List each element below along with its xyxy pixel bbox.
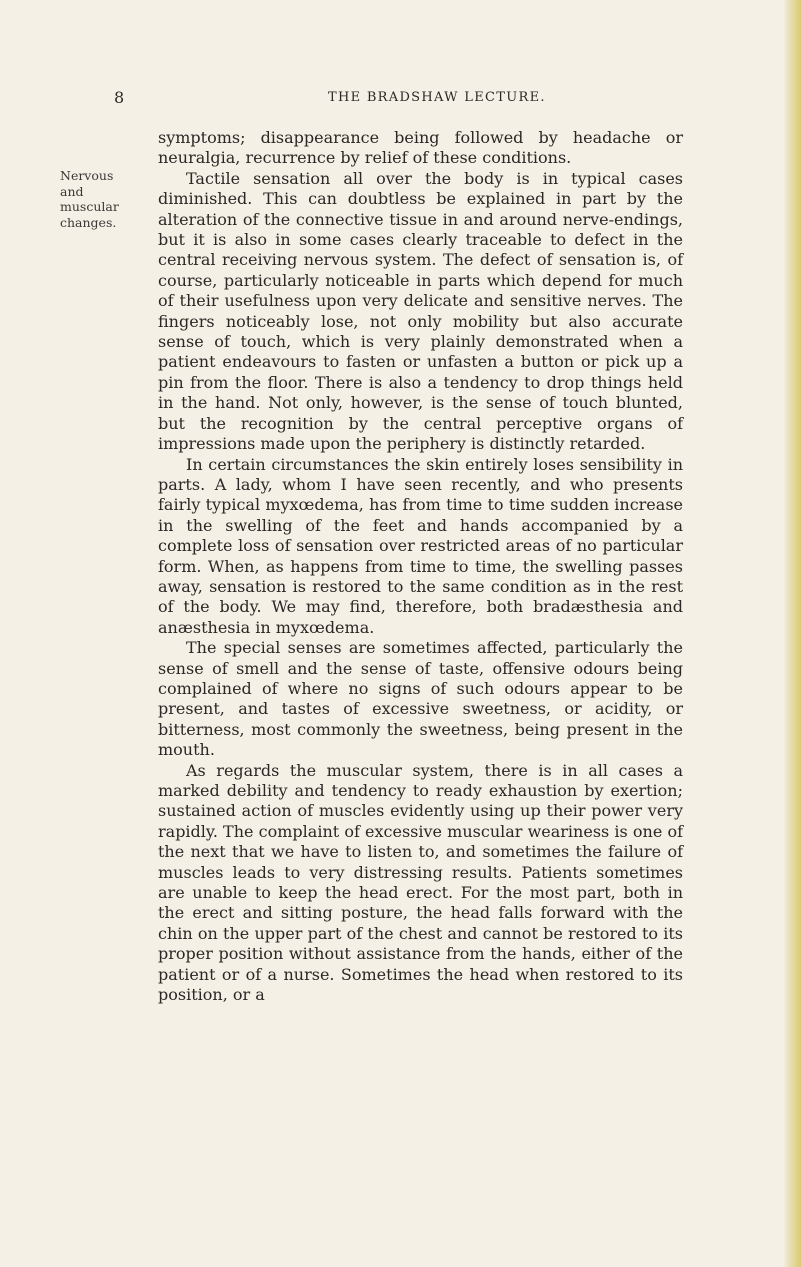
body-text: [158, 128, 683, 1005]
margin-note-line: muscular: [60, 199, 119, 214]
paragraph: The special senses are sometimes affected, particularly the sense of smell and the sense of taste, offensive odours being complained of where no signs of such odours appear to be present, and tastes of excessive sweetness, or acidity, or bitterness, most commonly the sweetness, being present in the mouth.: [158, 638, 683, 760]
paragraph: In certain circumstances the skin entirely loses sensibility in parts. A lady, whom I have seen recently, and who presents fairly typical myxœdema, has from time to time sudden increase in the swelling of the feet and hands accompanied by a complete loss of sensation over restricted areas of no particular form. When, as happens from time to time, the swelling passes away, sensation is restored to the same condition as in the rest of the body. We may find, therefore, both bradæsthesia and anæsthesia in myxœdema.: [158, 454, 683, 637]
paragraph: As regards the muscular system, there is in all cases a marked debility and tendency to ready exhaustion by exertion; sustained action of muscles evidently using up their power very rapidly. The complaint of excessive muscular weariness is one of the next that we have to listen to, and sometimes the failure of muscles leads to very distressing results. Patients sometimes are unable to keep the head erect. For the most part, both in the erect and sitting posture, the head falls forward with the chin on the upper part of the chest and cannot be restored to its proper position without assistance from the hands, either of the patient or of a nurse. Sometimes the head when restored to its position, or a: [158, 760, 683, 1005]
margin-note-line: changes.: [60, 214, 117, 230]
paragraph: Tactile sensation all over the body is in typical cases diminished. This can doubtless be explained in part by the alteration of the connective tissue in and around nerve-endings, but it is also in some cases clearly traceable to defect in the central receiving nervous system. The defect of sensation is, of course, particularly noticeable in parts which depend for much of their usefulness upon very delicate and sensitive nerves. The fingers noticeably lose, not only mobility but also accurate sense of touch, which is very plainly demonstrated when a patient endeavours to fasten or unfasten a button or pick up a pin from the floor. There is also a tendency to drop things held in the hand. Not only, however, is the sense of touch blunted, but the recognition by the central perceptive organs of impressions made upon the periphery is distinctly retarded.: [158, 168, 683, 454]
margin-note-line: Nervous and: [60, 168, 114, 199]
running-title: THE BRADSHAW LECTURE.: [328, 90, 546, 105]
page-number: 8: [114, 88, 125, 107]
page-header: [0, 88, 801, 112]
margin-note: [60, 168, 140, 230]
page-edge: [783, 0, 801, 1267]
paragraph: symptoms; disappearance being followed by headache or neuralgia, recurrence by relief of these conditions.: [158, 128, 683, 168]
